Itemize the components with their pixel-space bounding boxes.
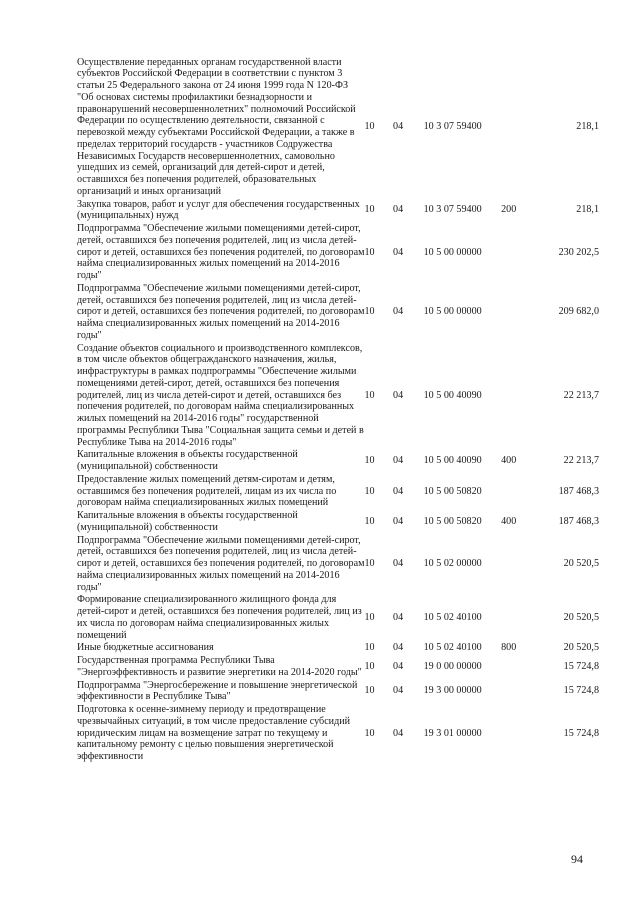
row-expense-type-code xyxy=(501,56,536,198)
row-section-code: 10 xyxy=(364,558,375,569)
row-subsection-code: 04 xyxy=(393,485,404,497)
row-amount: 218,1 xyxy=(576,204,599,216)
row-section-code: 10 xyxy=(364,485,375,497)
row-section-code: 10 xyxy=(364,246,375,258)
row-amount: 15 724,8 xyxy=(563,727,599,739)
row-target-article-code: 10 5 00 50820 xyxy=(423,485,482,497)
row-name: Иные бюджетные ассигнования xyxy=(77,642,214,654)
row-amount: 15 724,8 xyxy=(563,685,599,697)
table-row xyxy=(77,534,599,594)
row-expense-type-code: 200 xyxy=(501,204,517,216)
row-name: Формирование специализированного жилищного фонда для детей-сирот и детей, оставшихся без попечения родителей, лиц из их числа по договорам найма специализированных жилых помещений xyxy=(77,594,362,641)
row-target-article-code: 10 5 00 00000 xyxy=(423,306,482,318)
table-row xyxy=(77,198,599,223)
row-section-code: 10 xyxy=(364,455,375,467)
row-target-article-code: 10 3 07 59400 xyxy=(423,204,482,216)
row-subsection-code: 04 xyxy=(393,121,404,133)
row-expense-type-code xyxy=(501,534,536,594)
row-target-article-code: 10 5 00 50820 xyxy=(423,515,482,527)
row-name: Подготовка к осенне-зимнему периоду и предотвращение чрезвычайных ситуаций, в том числе предоставление субсидий юридическим лицам на возмещение затрат по текущему и капитальному ремонту с целью повышения энергетической эффективности xyxy=(77,704,351,762)
table-row xyxy=(77,594,599,642)
row-amount: 187 468,3 xyxy=(558,485,599,497)
row-subsection-code: 04 xyxy=(393,558,404,569)
row-subsection-code: 04 xyxy=(393,727,404,739)
row-target-article-code: 10 5 00 40090 xyxy=(423,389,482,401)
row-amount: 20 520,5 xyxy=(563,642,599,654)
row-name: Государственная программа Республики Тыва "Энергоэффективность и развитие энергетики на 2014-2020 годы" xyxy=(77,655,362,678)
row-amount: 22 213,7 xyxy=(563,455,599,467)
row-subsection-code: 04 xyxy=(393,642,404,654)
row-expense-type-code: 400 xyxy=(501,515,517,527)
row-section-code: 10 xyxy=(364,204,375,216)
row-subsection-code: 04 xyxy=(393,611,404,623)
row-name: Капитальные вложения в объекты государственной (муниципальной) собственности xyxy=(77,510,298,533)
row-section-code: 10 xyxy=(364,389,375,401)
row-amount: 20 520,5 xyxy=(563,611,599,623)
row-name: Подпрограмма "Обеспечение жилыми помещениями детей-сирот, детей, оставшихся без попечения родителей, лиц из числа детей-сирот и детей, оставшихся без попечения родителей, по договорам найма специализированных жилых помещений на 2014-2016 годы" xyxy=(77,282,365,341)
table-row xyxy=(77,510,599,535)
table-row xyxy=(77,342,599,449)
row-name: Закупка товаров, работ и услуг для обеспечения государственных (муниципальных) нужд xyxy=(77,198,360,222)
row-target-article-code: 19 3 00 00000 xyxy=(423,685,482,697)
table-row xyxy=(77,642,599,655)
row-subsection-code: 04 xyxy=(393,246,404,258)
row-section-code: 10 xyxy=(364,306,375,318)
row-target-article-code: 19 0 00 00000 xyxy=(423,660,482,672)
row-section-code: 10 xyxy=(364,611,375,623)
row-target-article-code: 10 5 02 40100 xyxy=(423,642,482,654)
row-expense-type-code xyxy=(501,655,536,680)
row-amount: 218,1 xyxy=(576,121,599,133)
row-section-code: 10 xyxy=(364,121,375,133)
row-amount: 209 682,0 xyxy=(558,306,599,318)
table-row xyxy=(77,473,599,509)
row-section-code: 10 xyxy=(364,660,375,672)
row-name: Создание объектов социального и производственного комплексов, в том числе объектов общегражданского назначения, жилья, инфраструктуры в рамках подпрограммы "Обеспечение жилыми помещениями детей-сирот, детей, оставшихся без попечения родителей, лиц из числа детей-сирот и детей, оставшихся без попечения родителей, по договорам найма специализированных жилых помещений на 2014-2016 годы" государственной программы Республики Тыва "Социальная защита семьи и детей в Республике Тыва на 2014-2016 годы" xyxy=(77,342,364,448)
row-subsection-code: 04 xyxy=(393,515,404,527)
row-subsection-code: 04 xyxy=(393,660,404,672)
table-row xyxy=(77,223,599,283)
row-name: Подпрограмма "Обеспечение жилыми помещениями детей-сирот, детей, оставшихся без попечения родителей, лиц из числа детей-сирот и детей, оставшихся без попечения родителей, по договорам найма специализированных жилых помещений на 2014-2016 годы" xyxy=(77,534,365,593)
budget-table-body xyxy=(77,56,599,763)
row-subsection-code: 04 xyxy=(393,455,404,467)
row-amount: 15 724,8 xyxy=(563,660,599,672)
row-target-article-code: 10 5 00 40090 xyxy=(423,455,482,467)
table-row xyxy=(77,655,599,680)
row-subsection-code: 04 xyxy=(393,306,404,318)
row-section-code: 10 xyxy=(364,727,375,739)
row-expense-type-code xyxy=(501,342,536,449)
row-expense-type-code xyxy=(501,223,536,283)
page-number: 94 xyxy=(571,852,583,866)
row-expense-type-code xyxy=(501,704,536,764)
row-target-article-code: 19 3 01 00000 xyxy=(423,727,482,739)
row-name: Подпрограмма "Энергосбережение и повышение энергетической эффективности в Республике Тыва" xyxy=(77,679,358,703)
row-target-article-code: 10 3 07 59400 xyxy=(423,121,482,133)
row-amount: 187 468,3 xyxy=(558,515,599,527)
row-name: Подпрограмма "Обеспечение жилыми помещениями детей-сирот, детей, оставшихся без попечения родителей, лиц из числа детей-сирот и детей, оставшихся без попечения родителей, по договорам найма специализированных жилых помещений на 2014-2016 годы" xyxy=(77,223,365,281)
row-section-code: 10 xyxy=(364,515,375,527)
row-amount: 230 202,5 xyxy=(558,246,599,258)
row-subsection-code: 04 xyxy=(393,389,404,401)
table-row xyxy=(77,704,599,764)
row-name: Предоставление жилых помещений детям-сиротам и детям, оставшимся без попечения родителей, лицам из их числа по договорам найма специализированных жилых помещений xyxy=(77,473,337,509)
row-amount: 22 213,7 xyxy=(563,389,599,401)
row-amount: 20 520,5 xyxy=(563,558,599,569)
row-target-article-code: 10 5 02 40100 xyxy=(423,611,482,623)
row-subsection-code: 04 xyxy=(393,204,404,216)
table-row xyxy=(77,282,599,342)
row-name: Осуществление переданных органам государственной власти субъектов Российской Федерации в соответствии с пунктом 3 статьи 25 Федерального закона от 24 июня 1999 года N 120-ФЗ "Об основах системы профилактики безнадзорности и правонарушений несовершеннолетних" полномочий Российской Федерации по осуществлению деятельности, связанной с перевозкой между субъектами Российской Федерации, а также в пределах территорий государств - участников Содружества Независимых Государств несовершеннолетних, самовольно ушедших из семей, организаций для детей-сирот и детей, оставшихся без попечения родителей, образовательных организаций и иных организаций xyxy=(77,56,356,197)
row-expense-type-code xyxy=(501,594,536,642)
row-subsection-code: 04 xyxy=(393,685,404,697)
row-expense-type-code xyxy=(501,679,536,704)
row-name: Капитальные вложения в объекты государственной (муниципальной) собственности xyxy=(77,449,298,472)
table-row xyxy=(77,449,599,474)
table-row xyxy=(77,56,599,198)
table-row xyxy=(77,679,599,704)
row-target-article-code: 10 5 00 00000 xyxy=(423,246,482,258)
budget-table xyxy=(77,56,599,763)
row-expense-type-code xyxy=(501,473,536,509)
row-expense-type-code: 800 xyxy=(501,642,517,654)
row-target-article-code: 10 5 02 00000 xyxy=(423,558,482,569)
row-section-code: 10 xyxy=(364,685,375,697)
row-section-code: 10 xyxy=(364,642,375,654)
row-expense-type-code xyxy=(501,282,536,342)
row-expense-type-code: 400 xyxy=(501,455,517,467)
